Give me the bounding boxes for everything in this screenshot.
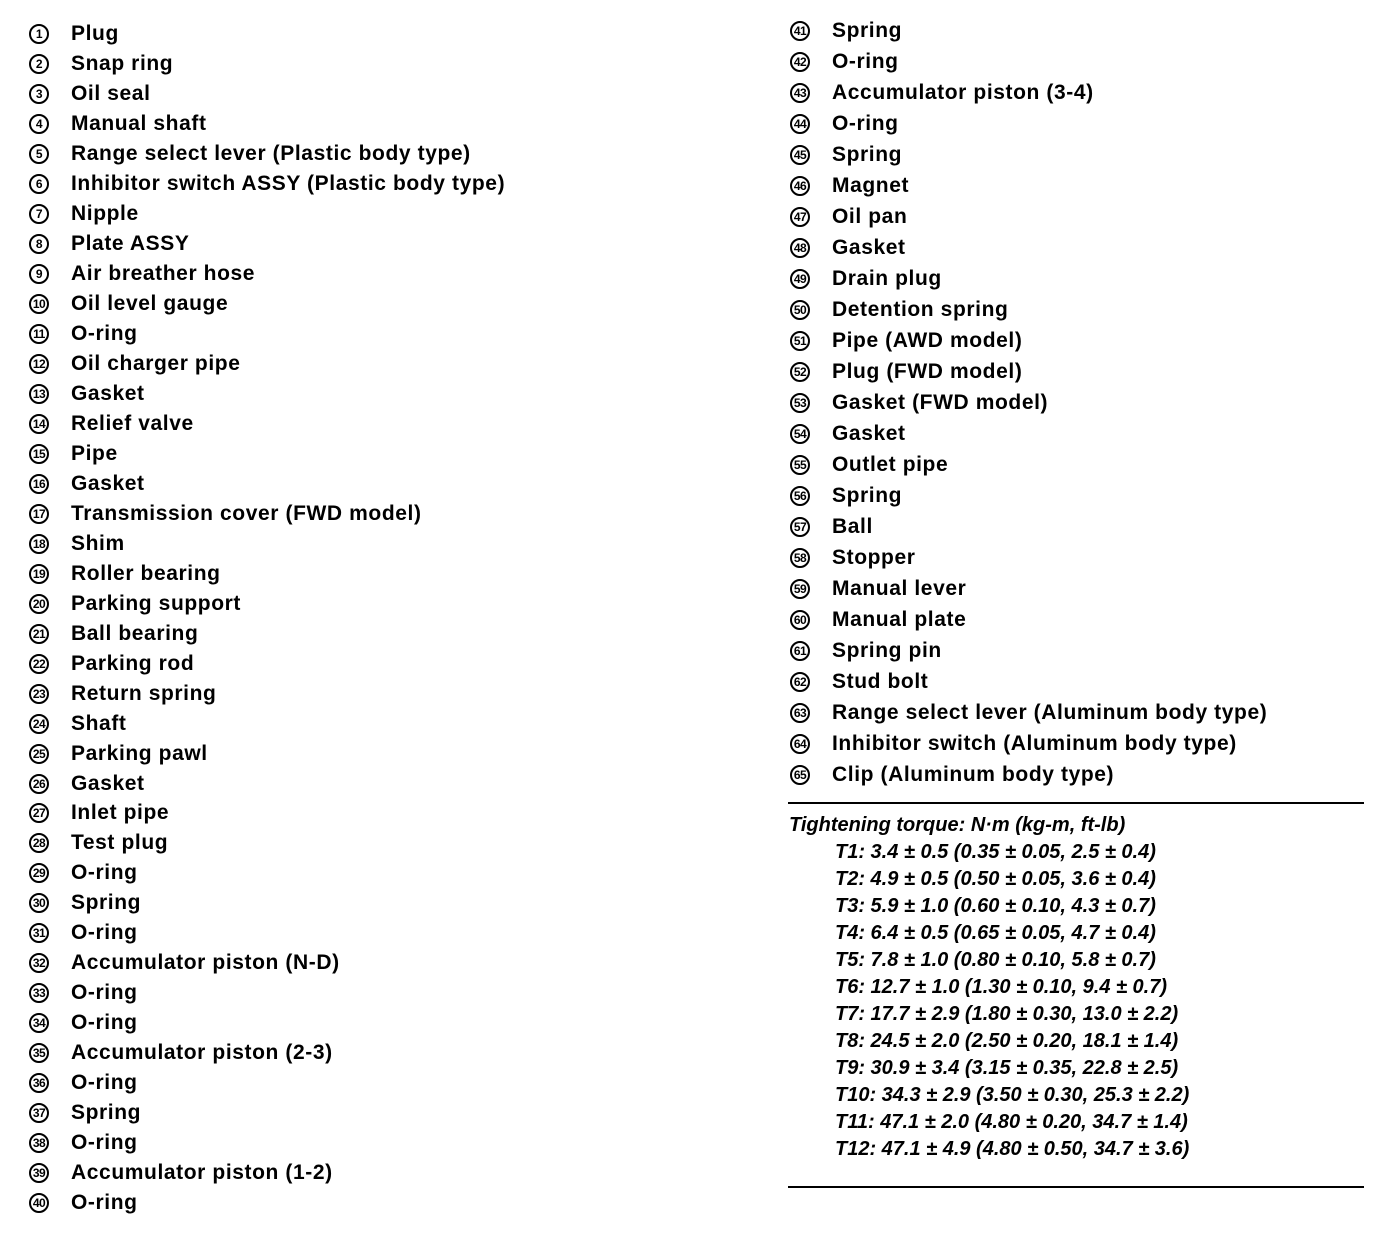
- part-list-item: [29, 709, 127, 739]
- part-list-item: [29, 499, 422, 529]
- part-number-badge: 27: [29, 803, 49, 823]
- part-name: O-ring: [832, 50, 899, 73]
- part-name: Clip (Aluminum body type): [832, 763, 1115, 786]
- part-number-badge: 47: [790, 207, 810, 227]
- part-name: Pipe (AWD model): [832, 329, 1023, 352]
- part-name: Plug: [71, 22, 119, 45]
- part-name: Gasket: [832, 422, 906, 445]
- torque-spec-row: T8: 24.5 ± 2.0 (2.50 ± 0.20, 18.1 ± 1.4): [835, 1030, 1179, 1052]
- part-list-item: [29, 469, 145, 499]
- part-list-item: [790, 543, 916, 573]
- part-number-badge: 21: [29, 624, 49, 644]
- part-number-badge: 32: [29, 953, 49, 973]
- part-name: O-ring: [71, 921, 138, 945]
- part-number-badge: 25: [29, 744, 49, 764]
- part-name: Spring: [832, 143, 903, 166]
- part-list-item: [790, 729, 1237, 759]
- part-name: Detention spring: [832, 298, 1009, 321]
- part-number-badge: 11: [29, 324, 49, 344]
- part-number-badge: 51: [790, 331, 810, 351]
- part-list-item: [790, 47, 899, 77]
- part-list-item: [29, 169, 505, 199]
- part-number-badge: 6: [29, 174, 49, 194]
- part-list-item: [790, 171, 909, 201]
- torque-spec-row: T6: 12.7 ± 1.0 (1.30 ± 0.10, 9.4 ± 0.7): [835, 976, 1168, 998]
- part-list-item: [790, 202, 907, 232]
- part-name: O-ring: [71, 861, 138, 885]
- part-name: O-ring: [71, 981, 138, 1005]
- torque-title: Tightening torque: N·m (kg-m, ft-lb): [789, 814, 1126, 836]
- part-list-item: [29, 798, 169, 828]
- part-number-badge: 3: [29, 84, 49, 104]
- part-number-badge: 53: [790, 393, 810, 413]
- part-name: Nipple: [71, 201, 139, 225]
- part-list-item: [29, 349, 240, 379]
- part-list-item: [29, 1038, 333, 1068]
- part-list-item: [790, 667, 928, 697]
- part-name: Oil charger pipe: [71, 351, 241, 375]
- part-number-badge: 30: [29, 893, 49, 913]
- part-name: Stud bolt: [832, 670, 929, 693]
- part-name: Magnet: [832, 174, 910, 197]
- part-name: Oil level gauge: [71, 291, 229, 315]
- part-name: Accumulator piston (2-3): [71, 1041, 333, 1065]
- part-list-item: [29, 1158, 333, 1188]
- part-list-item: [29, 319, 138, 349]
- part-list-item: [790, 233, 906, 263]
- part-list-item: [790, 636, 942, 666]
- part-list-item: [29, 19, 119, 49]
- part-number-badge: 4: [29, 114, 49, 134]
- part-number-badge: 44: [790, 114, 810, 134]
- part-number-badge: 57: [790, 517, 810, 537]
- part-name: Spring: [71, 1101, 142, 1125]
- part-name: Relief valve: [71, 411, 194, 435]
- part-number-badge: 59: [790, 579, 810, 599]
- part-list-item: [29, 199, 139, 229]
- part-name: O-ring: [71, 1191, 138, 1215]
- part-number-badge: 40: [29, 1193, 49, 1213]
- part-number-badge: 14: [29, 414, 49, 434]
- part-name: Pipe: [71, 441, 118, 465]
- part-list-item: [29, 679, 216, 709]
- part-name: Manual lever: [832, 577, 967, 600]
- part-list-item: [29, 229, 189, 259]
- part-name: Snap ring: [71, 51, 174, 75]
- part-name: O-ring: [832, 112, 899, 135]
- part-name: Outlet pipe: [832, 453, 949, 476]
- part-name: Plate ASSY: [71, 231, 190, 255]
- part-list-item: [790, 512, 873, 542]
- part-list-item: [790, 109, 899, 139]
- part-name: Accumulator piston (3-4): [832, 81, 1094, 104]
- part-name: O-ring: [71, 1011, 138, 1035]
- part-name: Gasket: [71, 471, 145, 495]
- part-name: Parking support: [71, 591, 242, 615]
- part-number-badge: 64: [790, 734, 810, 754]
- part-list-item: [29, 619, 198, 649]
- part-name: Spring: [832, 19, 903, 42]
- part-list-item: [29, 109, 207, 139]
- part-number-badge: 61: [790, 641, 810, 661]
- part-list-item: [29, 1068, 138, 1098]
- part-number-badge: 35: [29, 1043, 49, 1063]
- part-list-item: [790, 450, 948, 480]
- part-name: Spring pin: [832, 639, 942, 662]
- part-list-item: [29, 858, 138, 888]
- part-list-item: [790, 698, 1267, 728]
- part-name: Roller bearing: [71, 561, 221, 585]
- part-number-badge: 18: [29, 534, 49, 554]
- part-list-item: [29, 978, 138, 1008]
- part-list-item: [29, 589, 241, 619]
- part-name: Oil pan: [832, 205, 908, 228]
- part-name: Manual shaft: [71, 111, 207, 135]
- torque-spec-row: T2: 4.9 ± 0.5 (0.50 ± 0.05, 3.6 ± 0.4): [835, 868, 1156, 890]
- part-name: Accumulator piston (N-D): [71, 951, 340, 975]
- part-number-badge: 65: [790, 765, 810, 785]
- part-list-item: [29, 439, 118, 469]
- part-name: O-ring: [71, 321, 138, 345]
- part-number-badge: 2: [29, 54, 49, 74]
- part-number-badge: 28: [29, 833, 49, 853]
- part-name: Shaft: [71, 711, 127, 735]
- part-list-item: [790, 574, 966, 604]
- part-number-badge: 45: [790, 145, 810, 165]
- part-name: Return spring: [71, 681, 217, 705]
- part-list-item: [29, 948, 340, 978]
- part-name: Gasket: [71, 771, 145, 795]
- part-name: Ball: [832, 515, 873, 538]
- part-name: Air breather hose: [71, 261, 256, 285]
- part-number-badge: 49: [790, 269, 810, 289]
- part-name: Test plug: [71, 831, 169, 855]
- part-number-badge: 26: [29, 774, 49, 794]
- torque-top-rule: [788, 802, 1364, 804]
- part-list-item: [790, 357, 1022, 387]
- torque-spec-row: T10: 34.3 ± 2.9 (3.50 ± 0.30, 25.3 ± 2.2): [835, 1084, 1190, 1106]
- part-name: Parking rod: [71, 651, 195, 675]
- part-list-item: [790, 419, 906, 449]
- part-list-item: [790, 78, 1094, 108]
- torque-spec-row: T5: 7.8 ± 1.0 (0.80 ± 0.10, 5.8 ± 0.7): [835, 949, 1156, 971]
- part-number-badge: 23: [29, 684, 49, 704]
- torque-spec-row: T4: 6.4 ± 0.5 (0.65 ± 0.05, 4.7 ± 0.4): [835, 922, 1156, 944]
- part-list-item: [29, 769, 145, 799]
- part-list-item: [29, 559, 221, 589]
- part-number-badge: 42: [790, 52, 810, 72]
- part-number-badge: 46: [790, 176, 810, 196]
- part-list-item: [790, 295, 1008, 325]
- part-number-badge: 63: [790, 703, 810, 723]
- part-list-item: [29, 649, 194, 679]
- part-list-item: [29, 1098, 141, 1128]
- part-number-badge: 12: [29, 354, 49, 374]
- torque-spec-row: T3: 5.9 ± 1.0 (0.60 ± 0.10, 4.3 ± 0.7): [835, 895, 1156, 917]
- part-list-item: [790, 605, 966, 635]
- torque-spec-row: T9: 30.9 ± 3.4 (3.15 ± 0.35, 22.8 ± 2.5): [835, 1057, 1179, 1079]
- part-list-item: [790, 760, 1114, 790]
- part-number-badge: 15: [29, 444, 49, 464]
- part-number-badge: 17: [29, 504, 49, 524]
- part-list-item: [790, 388, 1048, 418]
- part-number-badge: 36: [29, 1073, 49, 1093]
- part-list-item: [29, 409, 194, 439]
- part-number-badge: 20: [29, 594, 49, 614]
- part-number-badge: 33: [29, 983, 49, 1003]
- part-list-item: [29, 1008, 138, 1038]
- part-list-item: [29, 379, 145, 409]
- part-name: Shim: [71, 531, 125, 555]
- part-list-item: [29, 139, 471, 169]
- part-number-badge: 60: [790, 610, 810, 630]
- part-number-badge: 24: [29, 714, 49, 734]
- part-number-badge: 38: [29, 1133, 49, 1153]
- torque-bottom-rule: [788, 1186, 1364, 1188]
- part-list-item: [790, 326, 1022, 356]
- part-number-badge: 37: [29, 1103, 49, 1123]
- part-number-badge: 52: [790, 362, 810, 382]
- part-name: Inhibitor switch ASSY (Plastic body type): [71, 171, 506, 195]
- part-list-item: [790, 264, 942, 294]
- part-number-badge: 22: [29, 654, 49, 674]
- part-name: Ball bearing: [71, 621, 199, 645]
- part-name: Range select lever (Aluminum body type): [832, 701, 1268, 724]
- part-number-badge: 54: [790, 424, 810, 444]
- part-name: O-ring: [71, 1131, 138, 1155]
- part-list-item: [29, 529, 125, 559]
- part-number-badge: 29: [29, 863, 49, 883]
- part-name: Gasket: [71, 381, 145, 405]
- part-name: Gasket (FWD model): [832, 391, 1049, 414]
- part-list-item: [29, 918, 138, 948]
- part-number-badge: 9: [29, 264, 49, 284]
- part-number-badge: 8: [29, 234, 49, 254]
- part-number-badge: 16: [29, 474, 49, 494]
- part-number-badge: 48: [790, 238, 810, 258]
- part-name: Transmission cover (FWD model): [71, 501, 422, 525]
- part-name: Inhibitor switch (Aluminum body type): [832, 732, 1237, 755]
- part-name: Drain plug: [832, 267, 942, 290]
- part-name: Manual plate: [832, 608, 967, 631]
- part-number-badge: 55: [790, 455, 810, 475]
- part-list-item: [29, 79, 151, 109]
- part-number-badge: 34: [29, 1013, 49, 1033]
- part-list-item: [29, 1188, 138, 1218]
- part-name: Plug (FWD model): [832, 360, 1023, 383]
- part-list-item: [790, 16, 902, 46]
- part-number-badge: 7: [29, 204, 49, 224]
- torque-spec-row: T1: 3.4 ± 0.5 (0.35 ± 0.05, 2.5 ± 0.4): [835, 841, 1156, 863]
- part-number-badge: 41: [790, 21, 810, 41]
- part-list-item: [790, 481, 902, 511]
- part-name: Inlet pipe: [71, 801, 170, 825]
- part-name: O-ring: [71, 1071, 138, 1095]
- part-number-badge: 50: [790, 300, 810, 320]
- part-list-item: [29, 1128, 138, 1158]
- part-number-badge: 58: [790, 548, 810, 568]
- torque-spec-row: T11: 47.1 ± 2.0 (4.80 ± 0.20, 34.7 ± 1.4): [835, 1111, 1188, 1133]
- part-number-badge: 31: [29, 923, 49, 943]
- part-number-badge: 5: [29, 144, 49, 164]
- part-name: Stopper: [832, 546, 916, 569]
- part-number-badge: 19: [29, 564, 49, 584]
- part-list-item: [790, 140, 902, 170]
- part-list-item: [29, 49, 173, 79]
- torque-spec-row: T12: 47.1 ± 4.9 (4.80 ± 0.50, 34.7 ± 3.6): [835, 1138, 1190, 1160]
- part-number-badge: 13: [29, 384, 49, 404]
- part-number-badge: 56: [790, 486, 810, 506]
- part-number-badge: 39: [29, 1163, 49, 1183]
- part-number-badge: 10: [29, 294, 49, 314]
- part-name: Oil seal: [71, 81, 151, 105]
- part-number-badge: 62: [790, 672, 810, 692]
- part-name: Gasket: [832, 236, 906, 259]
- part-list-item: [29, 289, 228, 319]
- torque-spec-row: T7: 17.7 ± 2.9 (1.80 ± 0.30, 13.0 ± 2.2): [835, 1003, 1179, 1025]
- part-number-badge: 1: [29, 24, 49, 44]
- part-list-item: [29, 888, 141, 918]
- part-list-item: [29, 259, 255, 289]
- part-number-badge: 43: [790, 83, 810, 103]
- part-name: Range select lever (Plastic body type): [71, 141, 471, 165]
- part-name: Parking pawl: [71, 741, 208, 765]
- part-list-item: [29, 739, 208, 769]
- part-name: Spring: [832, 484, 903, 507]
- part-list-item: [29, 828, 168, 858]
- part-name: Accumulator piston (1-2): [71, 1161, 333, 1185]
- part-name: Spring: [71, 891, 142, 915]
